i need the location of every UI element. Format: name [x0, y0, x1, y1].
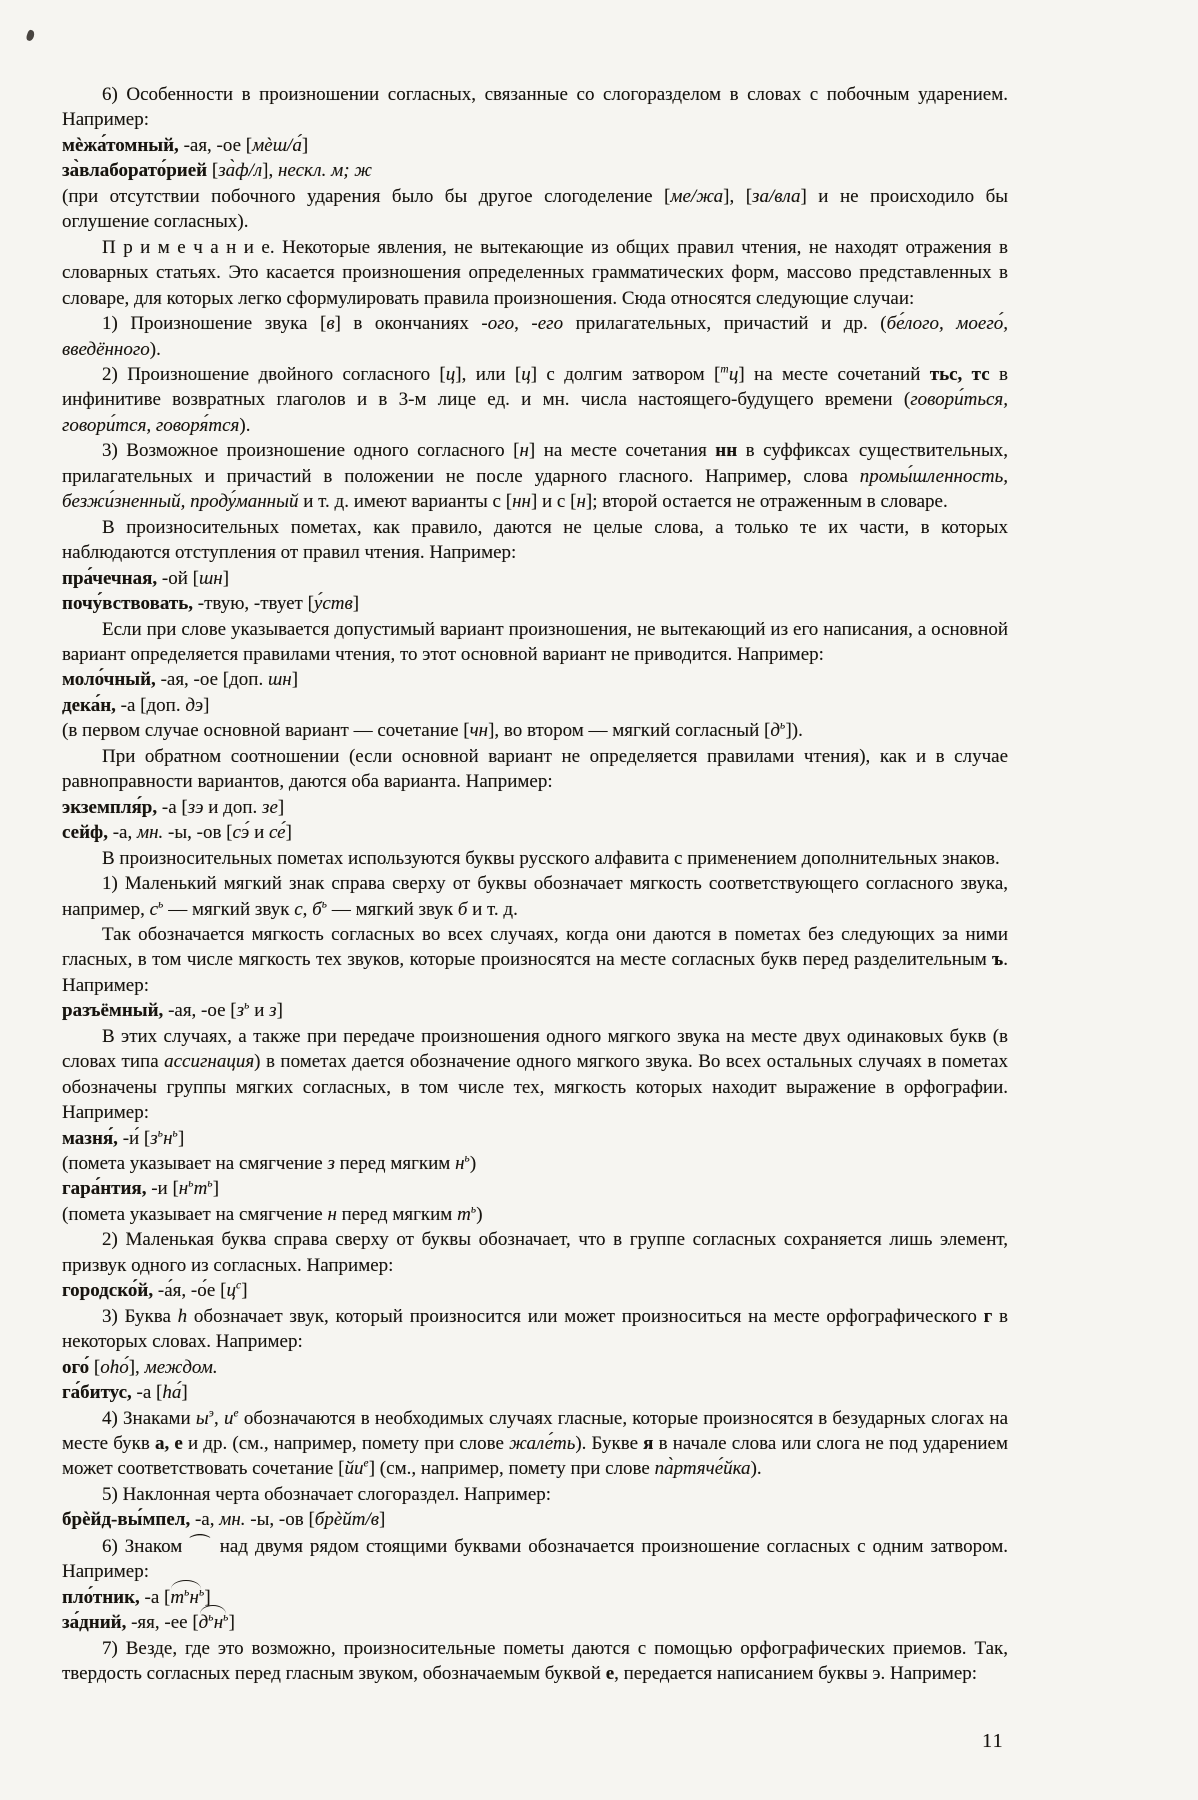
paragraph	[62, 82, 1008, 133]
text-run: )	[476, 1203, 483, 1225]
dictionary-entry	[62, 591, 1008, 616]
text-run: ы	[195, 1407, 209, 1429]
text-run: экземпля́р,	[62, 796, 158, 818]
text-run: оhо́	[100, 1356, 129, 1378]
text-run: ц	[445, 363, 456, 385]
text-run: пра́чечная,	[62, 567, 158, 589]
text-run: -яя, -ее [	[126, 1612, 199, 1634]
text-run: за̀ф/л	[218, 160, 263, 182]
text-run: с	[235, 1279, 242, 1292]
text-run: 2) Произношение двойного согласного [	[102, 363, 446, 385]
text-run: Так обозначается мягкость согласных во всех случаях, когда они даются в пометах без следующих за ними гласных, в том числе мягкость тех звуков, которые произносятся на месте согласных букв перед разделительным	[62, 923, 1008, 971]
text-run: с	[149, 898, 159, 920]
text-run: Некоторые явления, не вытекающие из общих правил чтения, не находят отражения в словарных статьях. Это касается произношения определенных грамматических форм, массово представленных в словаре, для которых легко сформулировать правила произношения. Сюда относятся следующие случаи:	[62, 236, 1008, 309]
text-run: ]	[204, 1586, 211, 1608]
text-run: ь	[780, 720, 786, 732]
text-run: городско́й,	[62, 1280, 154, 1302]
text-run: и	[249, 822, 269, 844]
dictionary-entry	[62, 998, 1008, 1023]
text-run: 1) Маленький мягкий знак справа сверху от буквы обозначает мягкость соответствующего согласного звука, например,	[62, 873, 1008, 920]
scan-artifact	[25, 29, 35, 42]
text-run: шн	[267, 669, 292, 691]
text-run: ъ	[992, 949, 1004, 971]
text-run: ,	[214, 1407, 224, 1429]
text-run: ). Букве	[575, 1433, 644, 1455]
text-run: -ого	[481, 313, 515, 335]
text-run: ]).	[785, 720, 803, 742]
paragraph	[62, 922, 1008, 998]
text-run: и т. д. имеют варианты с [	[298, 491, 513, 513]
dictionary-entry	[62, 133, 1008, 158]
text-run: ]	[222, 567, 230, 589]
paragraph	[62, 184, 1008, 235]
text-run: . Например:	[62, 949, 1008, 996]
text-run: т	[457, 1203, 471, 1225]
text-run: мн.	[219, 1509, 246, 1531]
text-run: -ы, -ов [	[245, 1509, 315, 1531]
text-run: ,	[302, 898, 313, 920]
text-run: н	[213, 1612, 224, 1634]
text-run: мѐш/а́	[252, 134, 302, 156]
text-run: з	[327, 1153, 335, 1175]
text-run: ]	[291, 669, 299, 691]
text-run: )	[469, 1153, 477, 1175]
text-run: В произносительных пометах используются буквы русского алфавита с применением дополнительных знаков.	[102, 847, 1000, 869]
tie-group	[199, 1610, 229, 1635]
text-run: При обратном соотношении (если основной вариант не определяется правилами чтения), как и в случае равноправности вариантов, даются оба варианта. Например:	[62, 745, 1008, 793]
text-run: а, е	[155, 1433, 183, 1455]
text-run: прилагательных, причастий и др. (	[563, 313, 887, 335]
text-run: междом.	[144, 1356, 218, 1378]
text-run: 4) Знаками	[102, 1407, 196, 1429]
text-run: дэ	[185, 694, 204, 716]
text-run: тьс, тс	[929, 363, 990, 385]
text-run: -ая, -ое [доп.	[155, 669, 268, 691]
text-run: нн	[512, 491, 531, 513]
text-run: обозначает звук, который произносится или может произноситься на месте орфографического	[187, 1305, 984, 1327]
text-run: ь	[172, 1127, 178, 1140]
text-run: ]	[212, 1178, 220, 1200]
text-run: -и [	[146, 1178, 179, 1200]
text-run: мн.	[136, 822, 164, 844]
dictionary-entry	[62, 1610, 1008, 1635]
text-run: за́дний,	[62, 1612, 127, 1634]
text-run: и др. (см., например, помету при слове	[182, 1433, 510, 1455]
text-run: ц	[226, 1280, 236, 1302]
text-run: и т. д.	[467, 898, 518, 920]
text-run: ого́	[62, 1356, 90, 1378]
text-run: В произносительных пометах, как правило, даются не целые слова, а только те их части, в которых наблюдаются отступления от правил чтения. Например:	[62, 516, 1008, 564]
text-run: т	[170, 1586, 185, 1608]
text-run: в суффиксах существительных, прилагательных и причастий в положении не после ударного гласного. Например, слова	[62, 440, 1008, 487]
text-run: ь	[321, 898, 328, 911]
text-run: в некоторых словах. Например:	[62, 1305, 1008, 1353]
text-run: 6) Особенности в произношении согласных, связанные со слогоразделом в словах с побочным ударением. Например:	[62, 84, 1008, 131]
text-run: -а́я, -о́е [	[153, 1280, 227, 1302]
text-run: моло́чный,	[62, 669, 156, 691]
text-run: жале́ть	[509, 1433, 576, 1455]
text-run: ]	[203, 694, 210, 716]
paragraph	[62, 871, 1008, 922]
text-run: з	[236, 1000, 245, 1022]
text-run: ь	[207, 1178, 213, 1191]
text-run: над двумя рядом стоящими буквами обозначается произношение согласных с одним затвором. Например:	[62, 1535, 1009, 1583]
text-run: промы́шленность, безжи́зненный, проду́манный	[62, 465, 1008, 513]
text-run: ме/жа	[670, 185, 724, 207]
text-run: за/вла	[752, 185, 801, 207]
text-run: йи	[344, 1458, 364, 1480]
text-run: -и́ [	[117, 1127, 151, 1149]
paragraph	[62, 1024, 1008, 1126]
text-run: нескл. м; ж	[277, 160, 372, 182]
text-run: н	[519, 440, 529, 462]
text-run: н	[178, 1178, 189, 1200]
text-run: -а [	[157, 796, 188, 818]
text-run: ь	[244, 999, 250, 1012]
text-run: па̀ртяче́йка	[654, 1458, 751, 1480]
text-run: ц	[521, 363, 531, 385]
text-run: н	[189, 1586, 199, 1608]
text-run: н	[576, 491, 586, 513]
text-run: сэ́	[232, 822, 250, 844]
text-run: ] и с [	[530, 491, 577, 513]
text-run: — мягкий звук	[327, 898, 458, 920]
text-run: и доп.	[203, 796, 263, 818]
text-run: ).	[750, 1458, 762, 1480]
text-run: ]	[181, 1382, 188, 1404]
text-run: почу́вствовать,	[62, 593, 193, 615]
text-run: ь	[208, 1611, 214, 1624]
paragraph	[62, 718, 1008, 743]
text-run: ], или [	[455, 363, 522, 385]
paragraph	[62, 1304, 1008, 1355]
paragraph	[62, 515, 1008, 566]
text-run: ]	[228, 1612, 235, 1634]
text-run: н	[327, 1203, 337, 1225]
dictionary-entry	[62, 1355, 1008, 1380]
text-run: се́	[268, 822, 286, 844]
text-run: (помета указывает на смягчение	[62, 1203, 328, 1225]
text-run: 1) Произношение звука [	[102, 313, 327, 335]
text-run: ]	[276, 1000, 283, 1022]
text-run: з	[150, 1127, 158, 1149]
text-run: ]	[285, 822, 292, 844]
text-run: h	[177, 1305, 188, 1327]
text-run: и	[249, 1000, 270, 1022]
paragraph	[62, 1406, 1008, 1482]
text-run: нн	[715, 440, 738, 462]
dictionary-entry	[62, 1278, 1008, 1303]
dictionary-entry	[62, 1176, 1008, 1201]
text-run: ь	[470, 1203, 477, 1216]
text-run: за̀влаборато́рией	[62, 160, 208, 182]
paragraph	[62, 362, 1008, 438]
text-run: т	[720, 363, 729, 376]
text-run: з	[269, 1000, 277, 1022]
text-run: обозначаются в необходимых случаях гласные, которые произносятся в безударных слогах на месте букв	[62, 1407, 1009, 1455]
text-run: ц	[728, 363, 739, 385]
dictionary-entry	[62, 1380, 1008, 1405]
text-run: ь	[198, 1586, 205, 1599]
text-run: -а [	[139, 1586, 171, 1608]
text-run: (при отсутствии побочного ударения было бы другое слогоделение [	[62, 185, 671, 207]
text-run: — мягкий звук	[163, 898, 295, 920]
text-run: брѐйд-вы́мпел,	[62, 1509, 191, 1531]
text-run: ] на месте сочетаний	[738, 363, 930, 385]
text-run: ] в окончаниях	[334, 313, 482, 335]
text-run: г	[983, 1305, 993, 1327]
text-run: ь	[158, 898, 164, 911]
text-run: -ой [	[157, 567, 199, 589]
text-run: д	[198, 1612, 209, 1634]
dictionary-entry	[62, 158, 1008, 183]
paragraph	[62, 744, 1008, 795]
text-run: га́битус,	[62, 1382, 132, 1404]
text-run: П р и м е ч а н и е.	[102, 236, 275, 258]
text-run: ], во втором — мягкий согласный [	[488, 720, 771, 742]
text-run: ], [	[723, 185, 753, 207]
paragraph	[62, 1202, 1008, 1227]
text-run: зе	[262, 796, 278, 818]
paragraph	[62, 1533, 1008, 1585]
text-run: я	[643, 1433, 654, 1455]
text-run: [	[89, 1356, 101, 1378]
text-run: ь	[184, 1586, 190, 1599]
text-run: -ая, -ое [	[178, 134, 253, 156]
text-run: -а,	[107, 822, 137, 844]
dictionary-entry	[62, 1126, 1008, 1151]
text-run: сейф,	[62, 822, 108, 844]
text-run: е	[363, 1458, 369, 1471]
text-run: пло́тник,	[62, 1586, 140, 1608]
text-run: 7) Везде, где это возможно, произносительные пометы даются с помощью орфографических приемов. Так, твердость согласных перед гласным звуком, обозначаемым буквой	[62, 1637, 1008, 1685]
text-run: В этих случаях, а также при передаче произношения одного мягкого звука на месте двух одинаковых букв (в словах типа	[62, 1025, 1008, 1073]
text-run: 5) Наклонная черта обозначает слогораздел. Например:	[102, 1483, 552, 1505]
text-run: н	[455, 1153, 465, 1175]
text-run: в	[326, 313, 335, 335]
tie-arc-symbol: ⌒	[189, 1532, 213, 1558]
text-run: ]	[301, 134, 309, 156]
text-run: ]	[379, 1509, 386, 1531]
text-run: -ая, -ое [	[163, 1000, 237, 1022]
text-run: ]; второй остается не отраженным в словаре.	[585, 491, 948, 513]
page-text	[62, 82, 1008, 1687]
text-run: ] и не происходило бы оглушение согласных).	[62, 185, 1009, 233]
text-run: шн	[198, 567, 223, 589]
text-run: перед мягким	[336, 1203, 458, 1225]
paragraph	[62, 1636, 1008, 1687]
text-run: б	[457, 898, 468, 920]
text-run: , передается написанием буквы э. Например:	[614, 1663, 978, 1685]
text-run: ).	[239, 414, 251, 436]
page-number: 11	[982, 1730, 1004, 1752]
text-run: у́ств	[313, 593, 353, 615]
dictionary-entry	[62, 820, 1008, 845]
text-run: ]	[352, 593, 360, 615]
text-run: бе́лого, моего́, введённого	[62, 313, 1008, 360]
text-run: 2) Маленькая буква справа сверху от буквы обозначает, что в группе согласных сохраняется лишь элемент, призвук одного из согласных. Например:	[62, 1229, 1008, 1276]
text-run: дека́н,	[62, 694, 116, 716]
paragraph	[62, 311, 1008, 362]
text-run: в инфинитиве возвратных глаголов и в 3-м лице ед. и мн. числа настоящего-будущего времени (	[62, 363, 1008, 411]
text-run: перед мягким	[334, 1153, 456, 1175]
text-run: ,	[514, 313, 532, 335]
text-run: т	[193, 1178, 208, 1200]
text-run: hа́	[162, 1382, 182, 1404]
text-run: ) в пометах дается обозначение одного мягкого звука. Во всех остальных случаях в пометах обозначены группы мягких согласных, в том числе тех, мягкость которых находит выражение в орфографии. Например:	[62, 1051, 1009, 1124]
text-run: -а [	[131, 1382, 163, 1404]
text-run: ] с долгим затвором [	[530, 363, 721, 385]
text-run: ]	[241, 1280, 248, 1302]
paragraph	[62, 846, 1008, 871]
text-run: е	[605, 1663, 615, 1685]
text-run: ь	[188, 1178, 194, 1191]
paragraph	[62, 1482, 1008, 1507]
text-run: 6) Знаком	[102, 1535, 190, 1557]
text-run: -ы, -ов [	[163, 822, 233, 844]
text-run: е	[233, 1407, 239, 1420]
text-run: Если при слове указывается допустимый вариант произношения, не вытекающий из его написания, а основной вариант определяется правилами чтения, то этот основной вариант не приводится. Например:	[62, 618, 1008, 665]
text-run: зэ	[187, 796, 204, 818]
tie-group	[170, 1585, 204, 1610]
text-run: 3) Возможное произношение одного согласного [	[102, 440, 520, 462]
text-run: -а,	[190, 1509, 220, 1531]
text-run: ь	[464, 1152, 470, 1165]
note-paragraph	[62, 235, 1008, 311]
text-run: [	[207, 160, 219, 182]
text-run: с	[294, 898, 303, 920]
text-run: -твую, -твует [	[193, 593, 314, 615]
text-run: ] на месте сочетания	[528, 440, 716, 462]
text-run: 3) Буква	[102, 1305, 178, 1327]
text-run: ассигнация	[164, 1051, 255, 1073]
text-run: э	[208, 1407, 215, 1420]
dictionary-entry	[62, 667, 1008, 692]
paragraph	[62, 1227, 1008, 1278]
text-run: -а [доп.	[115, 694, 186, 716]
text-run: гара́нтия,	[62, 1178, 147, 1200]
text-run: б	[312, 898, 322, 920]
text-run: ь	[223, 1611, 229, 1624]
text-run: ).	[149, 338, 161, 360]
text-run: ]	[177, 1127, 185, 1149]
text-run: (помета указывает на смягчение	[62, 1153, 328, 1175]
dictionary-entry	[62, 566, 1008, 591]
paragraph	[62, 617, 1008, 668]
text-run: н	[163, 1127, 173, 1149]
paragraph	[62, 1151, 1008, 1176]
text-run: ],	[262, 160, 278, 182]
text-run: (в первом случае основной вариант — сочетание [	[62, 720, 470, 742]
text-run: ],	[128, 1356, 145, 1378]
text-run: в начале слова или слога не под ударением может соответствовать сочетание [	[62, 1433, 1008, 1480]
text-run: и	[223, 1407, 234, 1429]
text-run: говори́ться, говори́тся, говоря́тся	[62, 389, 1008, 436]
paragraph	[62, 438, 1008, 514]
dictionary-entry	[62, 693, 1008, 718]
text-run: ь	[157, 1127, 164, 1140]
dictionary-entry	[62, 795, 1008, 820]
text-run: д	[770, 720, 781, 742]
dictionary-entry	[62, 1507, 1008, 1532]
text-run: ]	[277, 796, 285, 818]
text-run: -его	[531, 313, 564, 335]
text-run: мѐжа́томный,	[62, 134, 179, 156]
text-run: чн	[469, 720, 489, 742]
text-run: брѐйт/в	[314, 1509, 380, 1531]
text-run: ] (см., например, помету при слове	[368, 1458, 655, 1480]
text-run: мазня́,	[62, 1127, 118, 1149]
text-run: разъёмный,	[62, 1000, 164, 1022]
